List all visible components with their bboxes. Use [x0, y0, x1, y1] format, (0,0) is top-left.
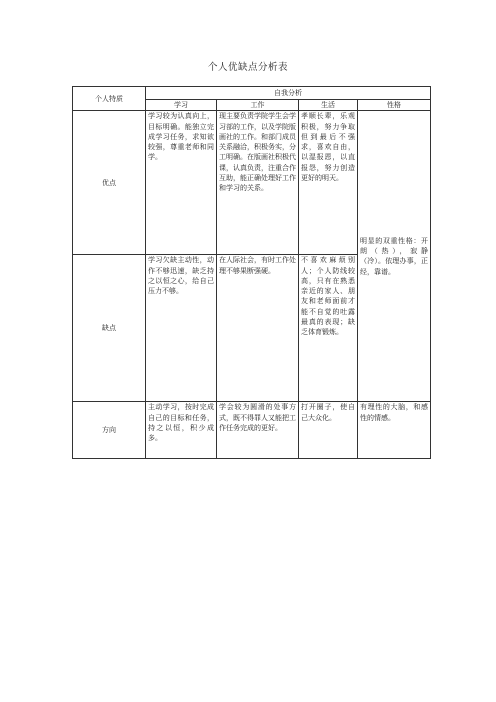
- direction-personality-text: 有理性的大脑，和感性的情感。: [360, 403, 428, 422]
- disadvantages-study-text: 学习欠缺主动性，动作不够迅速，缺乏持之以恒之心，给自己压力不够。: [148, 256, 214, 296]
- disadvantages-life-text: 不喜欢麻烦别人；个人防线较高，只有在熟悉亲近的家人、朋友和老师面前才能不自觉的吐露最真的表现；缺乏体育锻炼。: [301, 256, 355, 337]
- direction-study-cell: [146, 402, 217, 459]
- advantages-work-cell: [217, 111, 299, 255]
- disadvantages-study-cell: [146, 255, 217, 402]
- direction-work-text: 学会较为圆滑的处事方式，既不得罪人又能把工作任务完成的更好。: [219, 403, 296, 432]
- direction-life-text: 打开圈子，使自己大众化。: [301, 403, 355, 422]
- row-label-direction: 方向: [73, 402, 146, 459]
- disadvantages-work-cell: [217, 255, 299, 402]
- advantages-study-cell: [146, 111, 217, 255]
- direction-personality-cell: [358, 402, 431, 459]
- row-label-advantages: 优点: [73, 111, 146, 255]
- advantages-study-text: 学习较为认真向上，目标明确。能独立完成学习任务，求知欲较强，尊重老师和同学。: [148, 112, 214, 162]
- advantages-life-text: 孝顺长辈，乐观积极，努力争取但到最后不强求，喜欢自由，以湿报恩，以直报怨，努力创造更好的明天。: [301, 112, 355, 183]
- header-trait: 个人特质: [73, 87, 146, 111]
- disadvantages-work-text: 在人际社会，有时工作处理不够果断强硬。: [219, 256, 296, 275]
- advantages-work-text: 现主要负责学院学生会学习部的工作，以及学院版画社的工作。和部门成员关系融洽，积极务实，分工明确。在版画社积极代课，认真负责，注重合作互助，能正确处理好工作和学习的关系。: [219, 112, 296, 193]
- direction-study-text: 主动学习，按时完成自己的目标和任务，持之以恒，积少成多。: [148, 403, 214, 443]
- personality-shared-cell: [358, 111, 431, 402]
- advantages-life-cell: [299, 111, 358, 255]
- disadvantages-life-cell: [299, 255, 358, 402]
- direction-work-cell: [217, 402, 299, 459]
- header-self-analysis: 自我分析: [146, 87, 431, 100]
- analysis-table: [72, 86, 431, 459]
- page-title: 个人优缺点分析表: [207, 62, 288, 73]
- direction-life-cell: [299, 402, 358, 459]
- header-work: 工作: [217, 100, 299, 111]
- personality-shared-text: 明显的双重性格：开朗（热），寂静（冷）。依理办事，正经，靠谱。: [360, 236, 428, 276]
- header-personality: 性格: [358, 100, 431, 111]
- row-label-disadvantages: 缺点: [73, 255, 146, 402]
- header-life: 生活: [299, 100, 358, 111]
- header-study: 学习: [146, 100, 217, 111]
